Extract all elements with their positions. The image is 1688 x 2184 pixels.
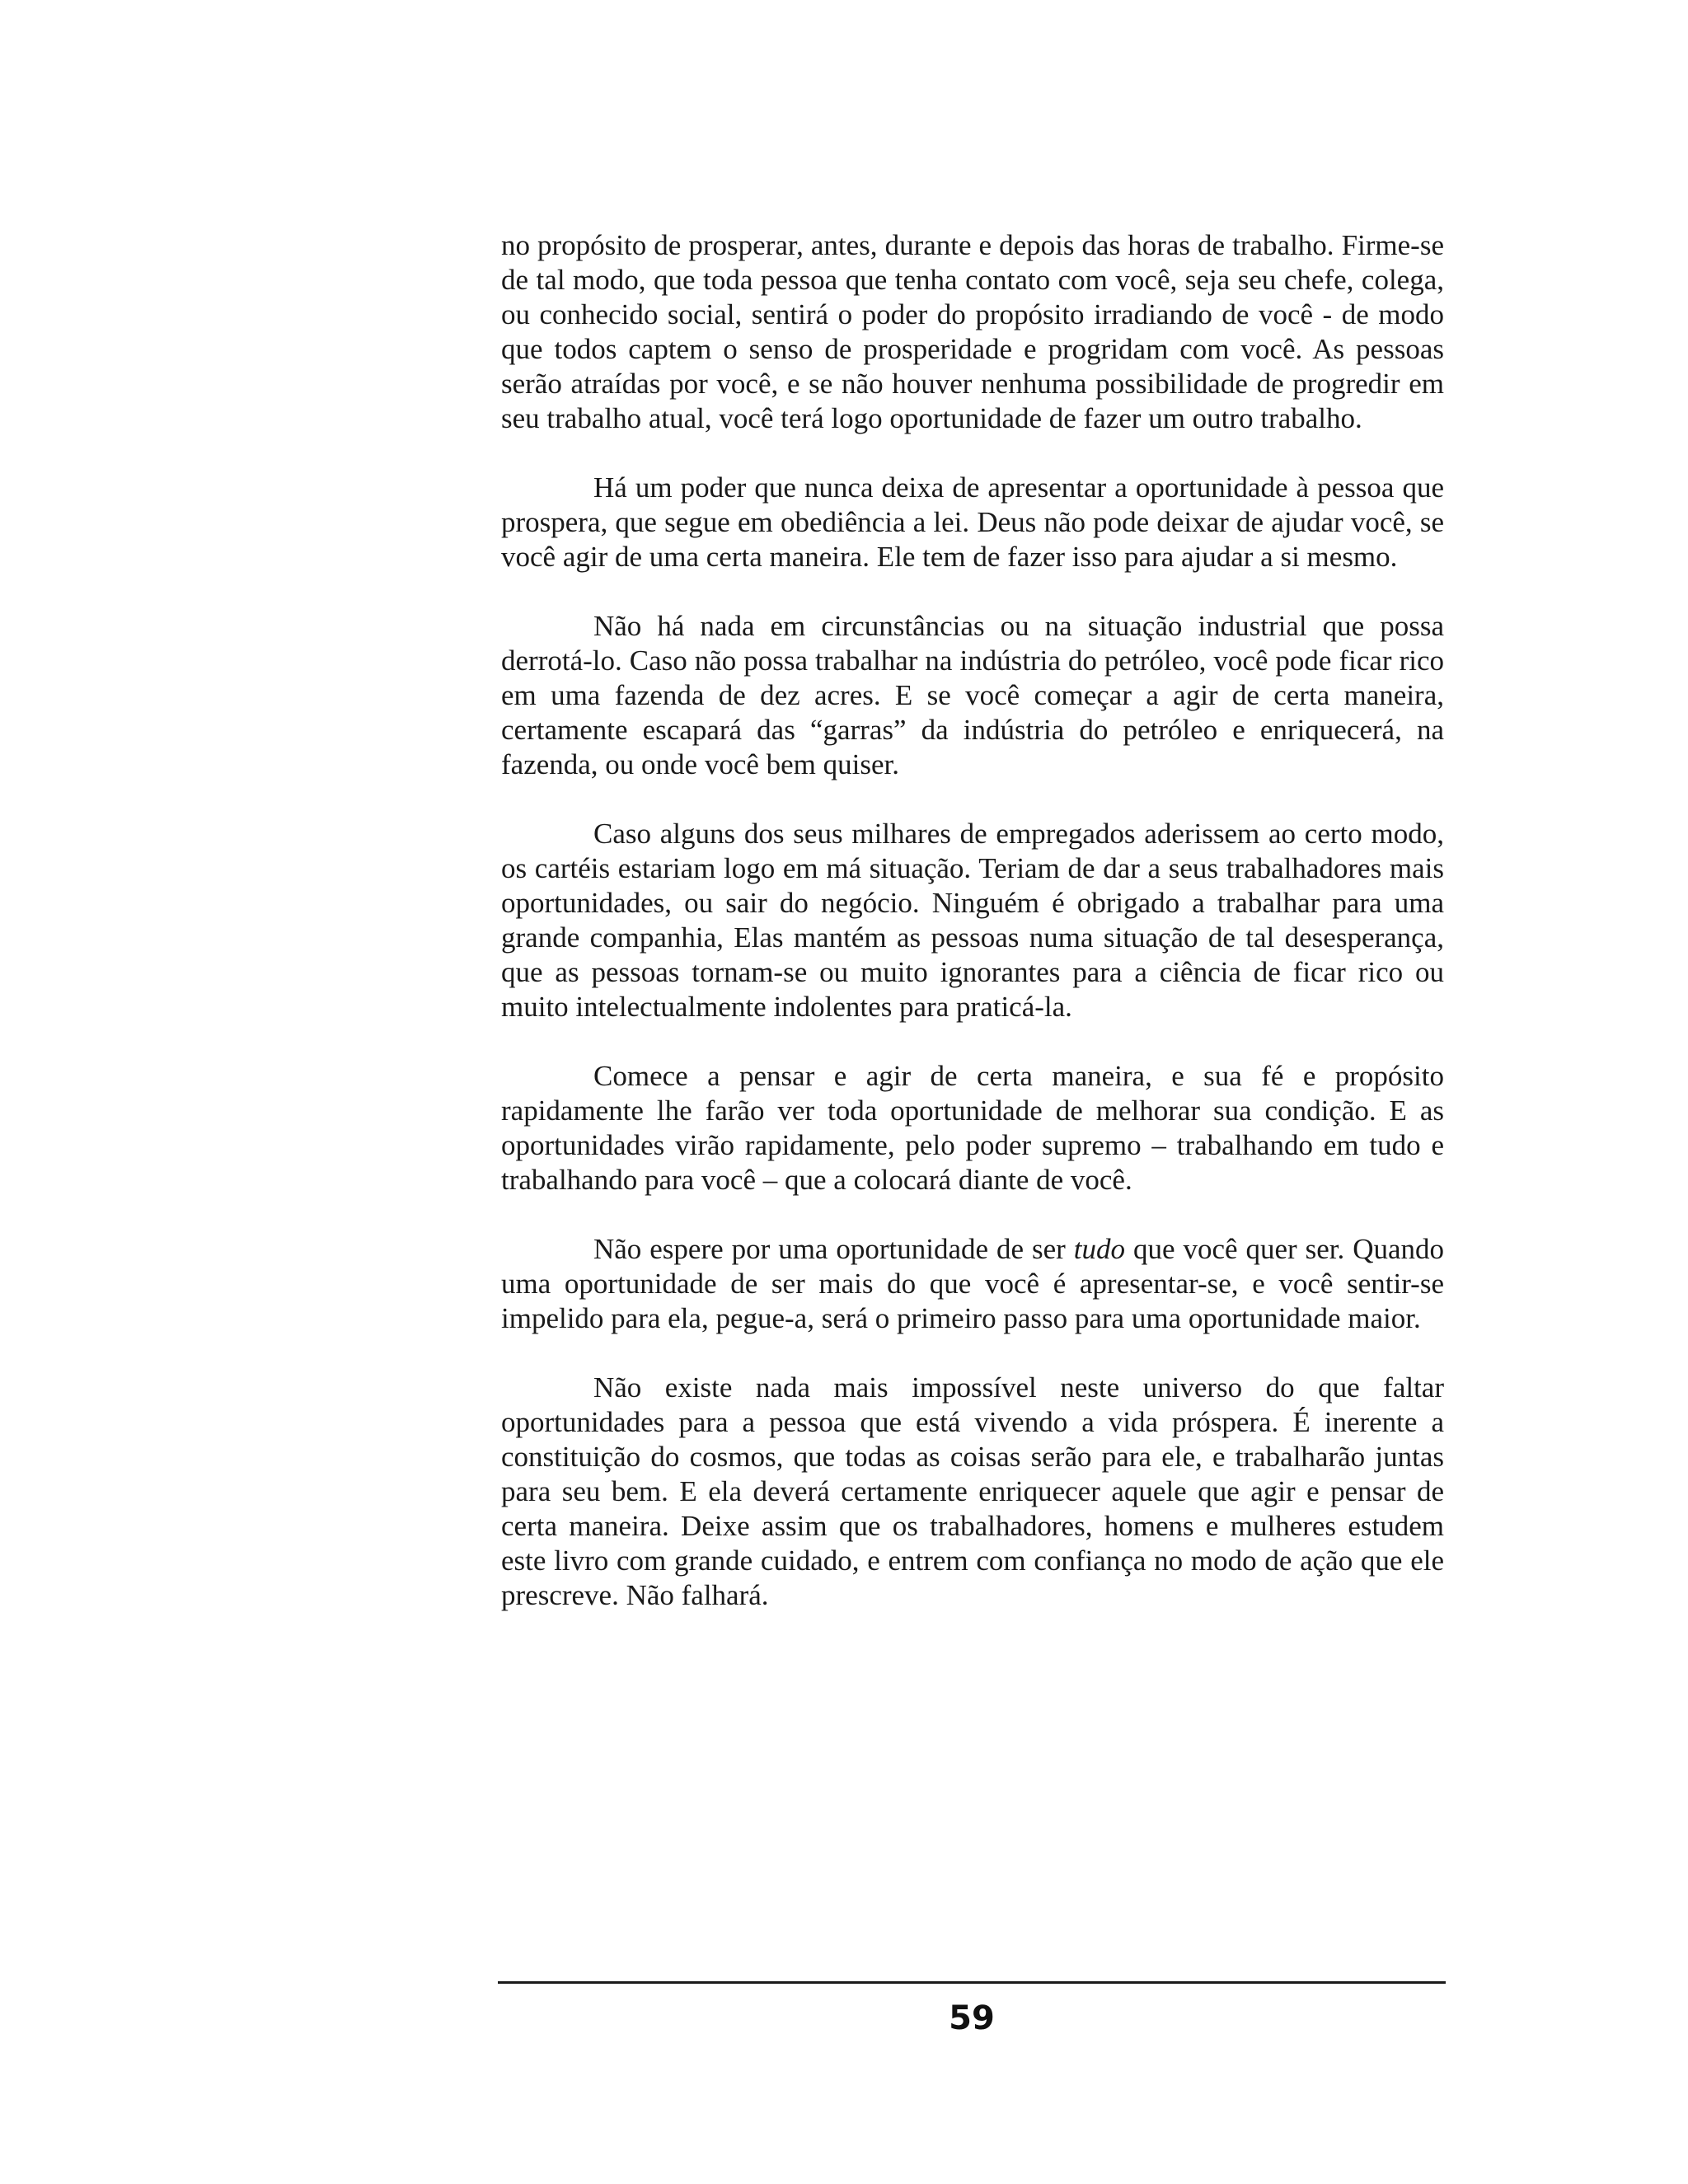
paragraph-6-text-after: que você quer ser. Quando uma oportunidade de ser mais do que você é apresentar-se, e você sentir-se impelido para ela, pegue-a, será o primeiro passo para uma oportunidade maior. (501, 1233, 1445, 1334)
page-number: 59 (949, 1999, 995, 2037)
paragraph-6 (501, 1232, 1444, 1336)
paragraph-4: Caso alguns dos seus milhares de empregados aderissem ao certo modo, os cartéis estariam logo em má situação. Teriam de dar a seus trabalhadores mais oportunidades, ou sair do negócio. Ninguém é obrigado a trabalhar para uma grande companhia, Elas mantém as pessoas numa situação de tal desesperança, que as pessoas tornam-se ou muito ignorantes para a ciência de ficar rico ou muito intelectualmente indolentes para praticá-la. (501, 818, 1444, 1023)
paragraph-6-emphasis: tudo (1073, 1233, 1126, 1265)
paragraph-7: Não existe nada mais impossível neste universo do que faltar oportunidades para a pessoa que está vivendo a vida próspera. É inerente a constituição do cosmos, que todas as coisas serão para ele, e trabalharão juntas para seu bem. E ela deverá certamente enriquecer aquele que agir e pensar de certa maneira. Deixe assim que os trabalhadores, homens e mulheres estudem este livro com grande cuidado, e entrem com confiança no modo de ação que ele prescreve. Não falhará. (501, 1371, 1444, 1611)
paragraph-6-text-before: Não espere por uma oportunidade de ser (593, 1233, 1074, 1265)
paragraph-1: no propósito de prosperar, antes, durante e depois das horas de trabalho. Firme-se de tal modo, que toda pessoa que tenha contato com você, seja seu chefe, colega, ou conhecido social, sentirá o poder do propósito irradiando de você - de modo que todos captem o senso de prosperidade e progridam com você. As pessoas serão atraídas por você, e se não houver nenhuma possibilidade de progredir em seu trabalho atual, você terá logo oportunidade de fazer um outro trabalho. (501, 229, 1444, 434)
paragraph-5: Comece a pensar e agir de certa maneira, e sua fé e propósito rapidamente lhe farão ver toda oportunidade de melhorar sua condição. E as oportunidades virão rapidamente, pelo poder supremo – trabalhando em tudo e trabalhando para você – que a colocará diante de você. (501, 1060, 1444, 1196)
paragraph-2: Há um poder que nunca deixa de apresentar a oportunidade à pessoa que prospera, que segue em obediência a lei. Deus não pode deixar de ajudar você, se você agir de uma certa maneira. Ele tem de fazer isso para ajudar a si mesmo. (501, 471, 1444, 573)
footer-divider (498, 1981, 1446, 1984)
paragraph-3: Não há nada em circunstâncias ou na situação industrial que possa derrotá-lo. Caso não possa trabalhar na indústria do petróleo, você pode ficar rico em uma fazenda de dez acres. E se você começar a agir de certa maneira, certamente escapará das “garras” da indústria do petróleo e enriquecerá, na fazenda, ou onde você bem quiser. (501, 610, 1444, 780)
body-text (501, 228, 1444, 1647)
